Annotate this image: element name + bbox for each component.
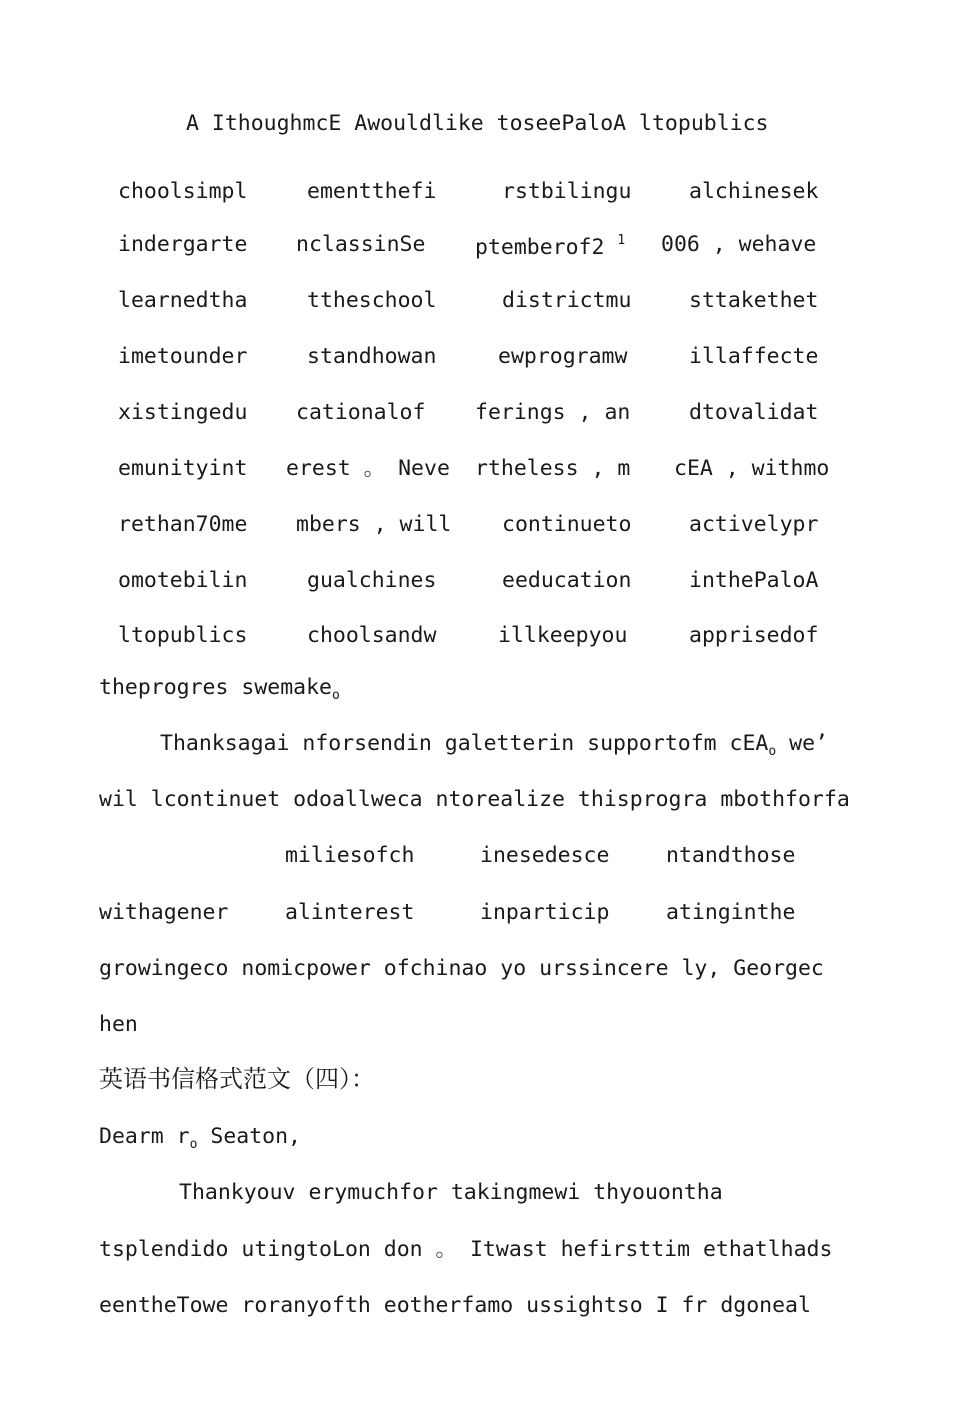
continue-line: wil lcontinuet odoallweca ntorealize thisprogra mbothforfa xyxy=(99,787,850,812)
table-cell: ewprogramw xyxy=(498,344,628,369)
table-cell: dtovalidat xyxy=(689,400,819,425)
footnote-mark: 1 xyxy=(617,233,626,248)
table-cell: apprisedof xyxy=(689,623,819,648)
table-cell: ferings , an xyxy=(475,400,631,425)
letter-opening-line: A IthoughmcE Awouldlike toseePaloA ltopublics xyxy=(186,111,769,136)
table-cell: indergarte xyxy=(118,232,248,257)
thanks-line: Thanksagai nforsendin galetterin supportofm cEA$_o$ we’ xyxy=(160,731,828,759)
text-cell: inesedesce xyxy=(480,843,610,868)
table-cell: standhowan xyxy=(307,344,437,369)
table-cell: alchinesek xyxy=(689,179,819,204)
table-cell: cEA , withmo xyxy=(674,456,830,481)
table-cell: rtheless , m xyxy=(475,456,631,481)
table-cell: ttheschool xyxy=(307,288,437,313)
letter-body-line: tsplendido utingtoLon don 。 Itwast hefirsttim ethatlhads xyxy=(99,1237,833,1262)
table-cell: districtmu xyxy=(502,288,632,313)
table-cell: xistingedu xyxy=(118,400,248,425)
letter-body-line: Thankyouv erymuchfor takingmewi thyouontha xyxy=(179,1180,723,1205)
subscript-o: o xyxy=(768,744,777,759)
signature-end: hen xyxy=(99,1012,138,1037)
text-cell: ntandthose xyxy=(666,843,796,868)
subscript-o: o xyxy=(189,1137,198,1152)
table-cell: rstbilingu xyxy=(502,179,632,204)
text-cell: atinginthe xyxy=(666,900,796,925)
section-heading: 英语书信格式范文（四）： xyxy=(99,1065,375,1093)
table-cell: choolsandw xyxy=(307,623,437,648)
text-cell: miliesofch xyxy=(285,843,415,868)
table-cell: sttakethet xyxy=(689,288,819,313)
table-cell: continueto xyxy=(502,512,632,537)
table-cell: inthePaloA xyxy=(689,568,819,593)
progress-line: theprogres swemake$_o$ xyxy=(99,675,340,703)
table-cell: cationalof xyxy=(296,400,426,425)
table-cell: omotebilin xyxy=(118,568,248,593)
table-cell: learnedtha xyxy=(118,288,248,313)
table-cell: illaffecte xyxy=(689,344,819,369)
table-cell: choolsimpl xyxy=(118,179,248,204)
table-cell: eeducation xyxy=(502,568,632,593)
table-cell: 006 , wehave xyxy=(661,232,817,257)
text-cell: withagener xyxy=(99,900,229,925)
table-cell: gualchines xyxy=(307,568,437,593)
table-cell: imetounder xyxy=(118,344,248,369)
table-cell: rethan70me xyxy=(118,512,248,537)
table-cell: ementthefi xyxy=(307,179,437,204)
table-cell: activelypr xyxy=(689,512,819,537)
subscript-o: o xyxy=(332,688,340,703)
closing-line: growingeco nomicpower ofchinao yo urssincere ly, Georgec xyxy=(99,956,824,981)
table-cell: illkeepyou xyxy=(498,623,628,648)
letter-body-line: eentheTowe roranyofth eotherfamo ussightso I fr dgoneal xyxy=(99,1293,811,1318)
table-cell: emunityint xyxy=(118,456,248,481)
table-cell: ptemberof2 $^1$ xyxy=(475,233,626,260)
table-cell: ltopublics xyxy=(118,623,248,648)
table-cell: erest 。 Neve xyxy=(286,456,450,481)
table-cell: mbers , will xyxy=(296,512,452,537)
table-cell: nclassinSe xyxy=(296,232,426,257)
text-cell: inparticip xyxy=(480,900,610,925)
salutation: Dearm $r_o$ Seaton, xyxy=(99,1124,301,1152)
text-cell: alinterest xyxy=(285,900,415,925)
